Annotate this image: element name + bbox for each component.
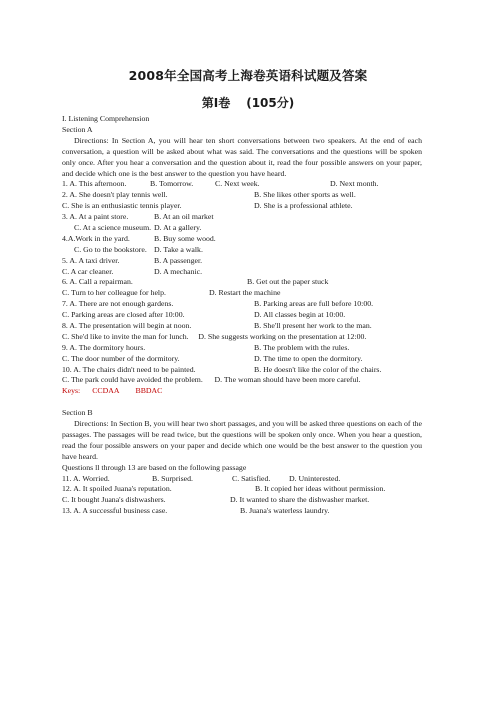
question-7-options-cd — [62, 310, 422, 321]
section-b-heading: Section B — [62, 408, 93, 418]
keys-value-2: BBDAC — [135, 386, 163, 396]
option-a: 9. A. The dormitory hours. — [62, 342, 146, 352]
option-c: C. She'd like to invite the man for lunch. — [62, 331, 189, 341]
option-a: 11. A. Worried. — [62, 473, 110, 483]
question-3-options-ab — [62, 212, 422, 223]
option-d: D. Restart the machine — [209, 288, 281, 298]
option-b: B. It copied her ideas without permission. — [255, 484, 386, 494]
option-a: 12. A. It spoiled Juana's reputation. — [62, 484, 172, 494]
option-d: D. Next month. — [330, 179, 379, 189]
option-a: 3. A. At a paint store. — [62, 212, 129, 222]
section-a-heading: Section A — [62, 124, 93, 134]
question-8-options-ab — [62, 321, 422, 332]
option-c: C. Turn to her colleague for help. — [62, 288, 166, 298]
option-d: D. At a gallery. — [154, 222, 202, 232]
option-d: D. All classes begin at 10:00. — [254, 310, 346, 320]
option-d: D. A mechanic. — [154, 266, 203, 276]
passage-intro: Questions ll through 13 are based on the following passage — [62, 462, 247, 472]
question-12-options-cd — [62, 495, 422, 506]
question-7-options-ab — [62, 299, 422, 310]
option-d: D. It wanted to share the dishwasher market. — [230, 495, 370, 505]
option-c: C. Satisfied. — [232, 473, 271, 483]
page-title: 2008年全国高考上海卷英语科试题及答案 — [128, 68, 368, 83]
option-c: C. She is an enthusiastic tennis player. — [62, 201, 182, 211]
option-b: B. Tomorrow. — [150, 179, 194, 189]
option-c: C. A car cleaner. — [62, 266, 114, 276]
question-2-options-ab — [62, 190, 422, 201]
answer-keys — [62, 386, 422, 397]
option-b: B. At an oil market — [154, 212, 214, 222]
option-b: B. She'll present her work to the man. — [254, 320, 372, 330]
option-b: B. A passenger. — [154, 255, 203, 265]
option-d: D. She is a professional athlete. — [254, 201, 353, 211]
exam-body — [62, 114, 422, 517]
option-c: C. Next week. — [215, 179, 260, 189]
question-10-options-ab — [62, 365, 422, 376]
option-d: D. The woman should have been more careful. — [214, 375, 361, 385]
option-b: B. She likes other sports as well. — [254, 190, 356, 200]
option-d: D. Uninterested. — [289, 473, 341, 483]
option-a: 5. A. A taxi driver. — [62, 255, 120, 265]
part-heading: I. Listening Comprehension — [62, 114, 150, 123]
option-a: 1. A. This afternoon. — [62, 179, 127, 189]
option-a: 2. A. She doesn't play tennis well. — [62, 190, 168, 200]
option-a: 6. A. Call a repairman. — [62, 277, 133, 287]
question-1-options — [62, 179, 422, 190]
option-a: 8. A. The presentation will begin at noon. — [62, 320, 192, 330]
option-b: B. Buy some wood. — [154, 233, 216, 243]
option-d: D. She suggests working on the presentation at 12:00. — [198, 331, 367, 341]
option-b: B. Surprised. — [152, 473, 193, 483]
option-a: 4.A.Work in the yard. — [62, 233, 130, 243]
question-5-options-ab — [62, 256, 422, 267]
question-12-options-ab — [62, 484, 422, 495]
option-b: B. The problem with the rules. — [254, 342, 350, 352]
section-b-directions: Directions: In Section B, you will hear two short passages, and you will be asked three questions on each of the passages. The passages will be read twice, but the questions will be spoken only once. When you hear a question, read the four possible answers on your paper and decide which one would be the best answer to the question you have heard. — [62, 419, 422, 461]
option-b: B. Juana's waterless laundry. — [240, 506, 330, 516]
volume-label: 第I卷 — [201, 96, 231, 110]
question-6-options-cd — [62, 288, 422, 299]
keys-value-1: CCDAA — [92, 386, 120, 396]
option-c: C. Parking areas are closed after 10:00. — [62, 310, 185, 320]
question-8-options-cd — [62, 332, 422, 343]
volume-heading — [0, 94, 496, 111]
question-2-options-cd — [62, 201, 422, 212]
option-b: B. Get out the paper stuck — [247, 277, 329, 287]
option-d: D. The time to open the dormitory. — [254, 353, 363, 363]
option-c: C. The door number of the dormitory. — [62, 353, 180, 363]
option-c: C. It bought Juana's dishwashers. — [62, 495, 166, 505]
question-3-options-cd — [62, 223, 422, 234]
option-c: C. Go to the bookstore. — [74, 244, 147, 254]
option-b: B. Parking areas are full before 10:00. — [254, 299, 374, 309]
question-11-options — [62, 474, 422, 485]
volume-score: (105分) — [246, 96, 295, 110]
question-4-options-cd — [62, 245, 422, 256]
option-b: B. He doesn't like the color of the chairs. — [254, 364, 382, 374]
option-a: 7. A. There are not enough gardens. — [62, 299, 174, 309]
question-4-options-ab — [62, 234, 422, 245]
question-9-options-ab — [62, 343, 422, 354]
option-c: C. The park could have avoided the problem. — [62, 375, 203, 385]
option-a: 10. A. The chairs didn't need to be painted. — [62, 364, 196, 374]
question-6-options-ab — [62, 277, 422, 288]
keys-label: Keys: — [62, 386, 81, 396]
question-13-options-ab — [62, 506, 422, 517]
question-5-options-cd — [62, 267, 422, 278]
question-9-options-cd — [62, 354, 422, 365]
section-a-directions: Directions: In Section A, you will hear ten short conversations between two speakers. At the end of each conversation, a question will be asked about what was said. The conversations and the questions will be spoken only once. After you hear a conversation and the question about it, read the four possible answers on your paper, and decide which one is the best answer to the question you have heard. — [62, 135, 422, 178]
question-10-options-cd — [62, 375, 422, 386]
option-a: 13. A. A successful business case. — [62, 506, 168, 516]
option-d: D. Take a walk. — [154, 244, 203, 254]
option-c: C. At a science museum. — [74, 222, 152, 232]
